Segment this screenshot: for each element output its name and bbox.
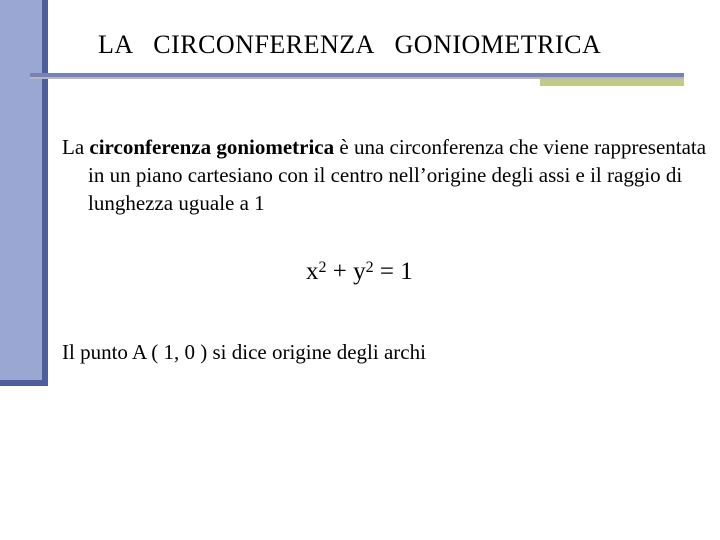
definition-text: è una circonferenza che viene rappresentata in un piano cartesiano con il centro nell’origine degli assi e il raggio di lunghezza uguale a 1	[88, 135, 707, 215]
equation-exponent-x: 2	[318, 259, 327, 276]
equation-x: x	[306, 258, 319, 285]
title-accent-bar	[540, 79, 684, 86]
left-bar-shadow	[42, 0, 48, 386]
definition-term: circonferenza goniometrica	[89, 135, 335, 159]
equation-exponent-y: 2	[365, 259, 374, 276]
left-decorative-bar	[0, 0, 42, 380]
left-bar-bottom-edge	[0, 380, 48, 386]
circle-equation	[306, 258, 413, 286]
origin-sentence: Il punto A ( 1, 0 ) si dice origine degli archi	[62, 340, 426, 364]
equation-rhs: = 1	[373, 258, 413, 285]
definition-paragraph	[62, 133, 718, 217]
definition-lead: La	[62, 135, 85, 159]
equation-middle: + y	[326, 258, 366, 285]
slide-title: LA CIRCONFERENZA GONIOMETRICA	[98, 30, 602, 59]
